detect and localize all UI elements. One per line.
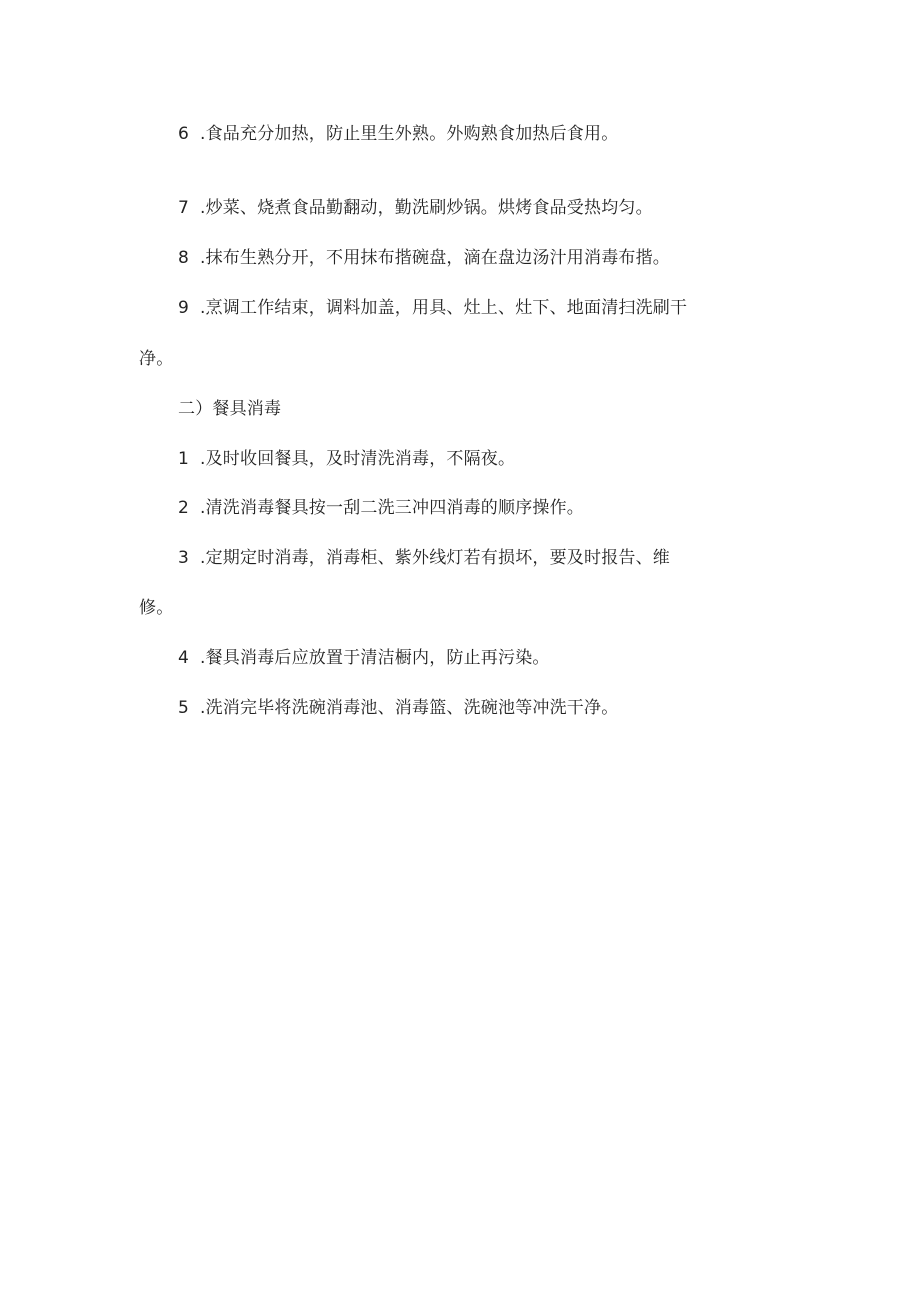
item-text: .洗消完毕将洗碗消毒池、消毒篮、洗碗池等冲洗干净。 (200, 698, 619, 718)
item-text: .抹布生熟分开，不用抹布揩碗盘，滴在盘边汤汁用消毒布揩。 (200, 248, 671, 268)
item-text: .食品充分加热，防止里生外熟。外购熟食加热后食用。 (200, 124, 619, 144)
item-text: .清洗消毒餐具按一刮二洗三冲四消毒的顺序操作。 (200, 498, 585, 518)
item-text: .及时收回餐具，及时清洗消毒，不隔夜。 (200, 449, 516, 469)
list-item-9-continuation (139, 348, 173, 370)
item-number: 3 (178, 548, 190, 568)
list-item-7 (178, 197, 653, 219)
section-title: 二）餐具消毒 (178, 399, 282, 419)
list-item-9 (178, 297, 687, 319)
item-number: 2 (178, 498, 190, 518)
item-number: 4 (178, 648, 190, 668)
item-text: .餐具消毒后应放置于清洁橱内，防止再污染。 (200, 648, 550, 668)
list-item-1 (178, 448, 515, 470)
list-item-3-continuation (139, 597, 173, 619)
list-item-2 (178, 497, 584, 519)
list-item-6 (178, 123, 618, 145)
item-text: 净。 (139, 349, 174, 369)
item-text: .炒菜、烧煮食品勤翻动，勤洗刷炒锅。烘烤食品受热均匀。 (200, 198, 653, 218)
list-item-4 (178, 647, 550, 669)
item-number: 5 (178, 698, 190, 718)
item-number: 8 (178, 248, 190, 268)
list-item-8 (178, 247, 670, 269)
list-item-5 (178, 697, 618, 719)
item-text: .定期定时消毒，消毒柜、紫外线灯若有损坏，要及时报告、维 (200, 548, 671, 568)
item-number: 6 (178, 124, 190, 144)
item-number: 7 (178, 198, 190, 218)
item-number: 9 (178, 298, 190, 318)
section-heading (178, 398, 281, 420)
item-number: 1 (178, 449, 190, 469)
item-text: .烹调工作结束，调料加盖，用具、灶上、灶下、地面清扫洗刷干 (200, 298, 688, 318)
list-item-3 (178, 547, 670, 569)
item-text: 修。 (139, 598, 174, 618)
